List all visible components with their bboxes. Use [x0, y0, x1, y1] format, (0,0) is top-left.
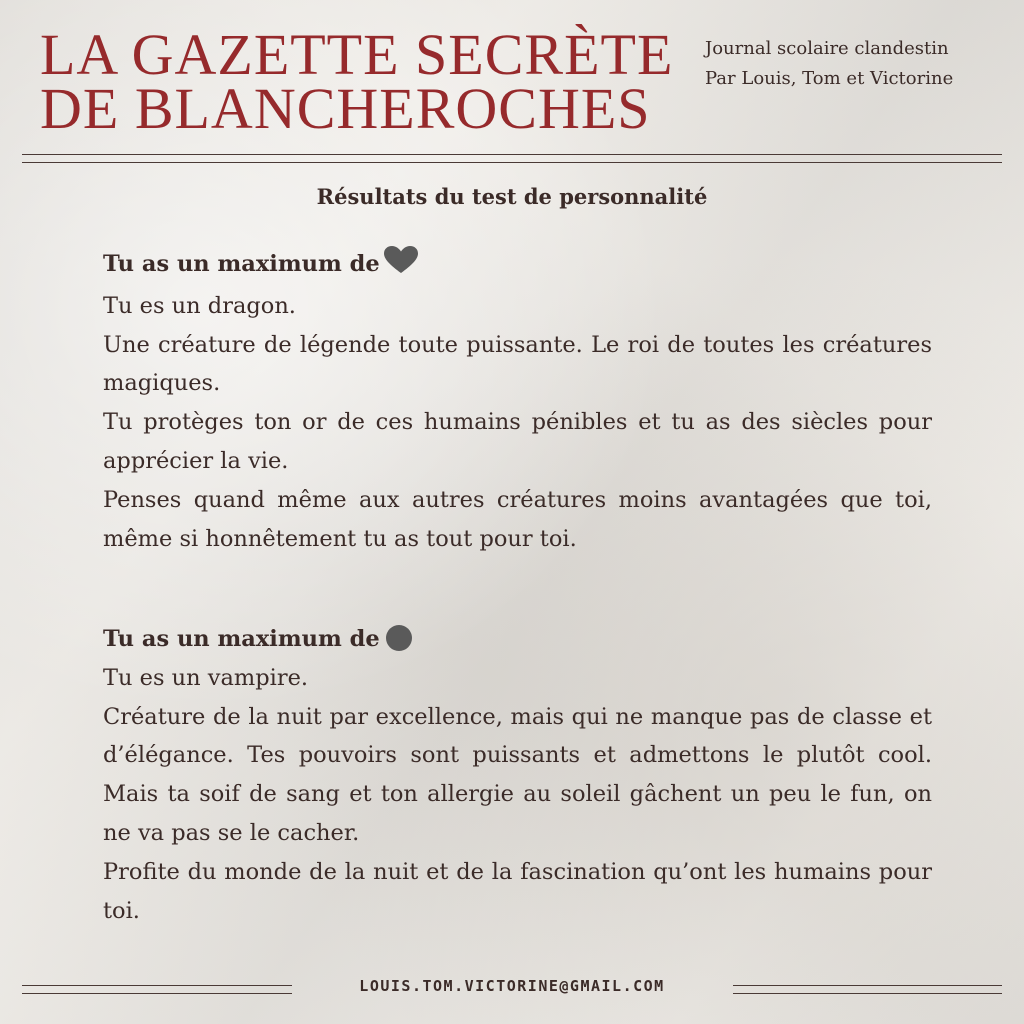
section-line: Penses quand même aux autres créatures moins avantagées que toi, même si honnêtement tu as tout pour toi.	[103, 486, 932, 552]
circle-icon	[386, 625, 412, 651]
footer-email: LOUIS.TOM.VICTORINE@GMAIL.COM	[359, 977, 665, 995]
section-title: Tu as un maximum de	[103, 245, 932, 287]
result-section-dragon	[103, 245, 932, 558]
section-line: Une créature de légende toute puissante. Le roi de toutes les créatures magiques.	[103, 331, 932, 397]
gazette-title	[40, 22, 680, 141]
header-divider-bottom	[22, 162, 1002, 163]
section-line: Profite du monde de la nuit et de la fascination qu’ont les humains pour toi.	[103, 858, 932, 924]
result-section-vampire	[103, 620, 932, 930]
section-line: Tu protèges ton or de ces humains pénibles et tu as des siècles pour apprécier la vie.	[103, 409, 932, 474]
title-line-1: LA GAZETTE SECRÈTE	[40, 22, 674, 87]
section-line: Tu es un vampire.	[103, 664, 309, 691]
section-line: Créature de la nuit par excellence, mais qui ne manque pas de classe et d’élégance. Tes pouvoirs sont puissants et admettons le plutôt cool. Mais ta soif de sang et ton allergie au soleil gâchent un peu le fun, on ne va pas se le cacher.	[103, 703, 932, 846]
subtitle-line-1: Journal scolaire clandestin	[705, 38, 949, 59]
section-title: Tu as un maximum de	[103, 620, 932, 659]
title-line-2: DE BLANCHEROCHES	[40, 76, 651, 141]
page-heading: Résultats du test de personnalité	[316, 184, 708, 209]
section-line: Tu es un dragon.	[103, 292, 296, 319]
gazette-subtitle	[705, 34, 1005, 94]
heart-icon	[384, 246, 418, 287]
subtitle-line-2: Par Louis, Tom et Victorine	[705, 68, 954, 89]
header-divider-top	[22, 154, 1002, 155]
